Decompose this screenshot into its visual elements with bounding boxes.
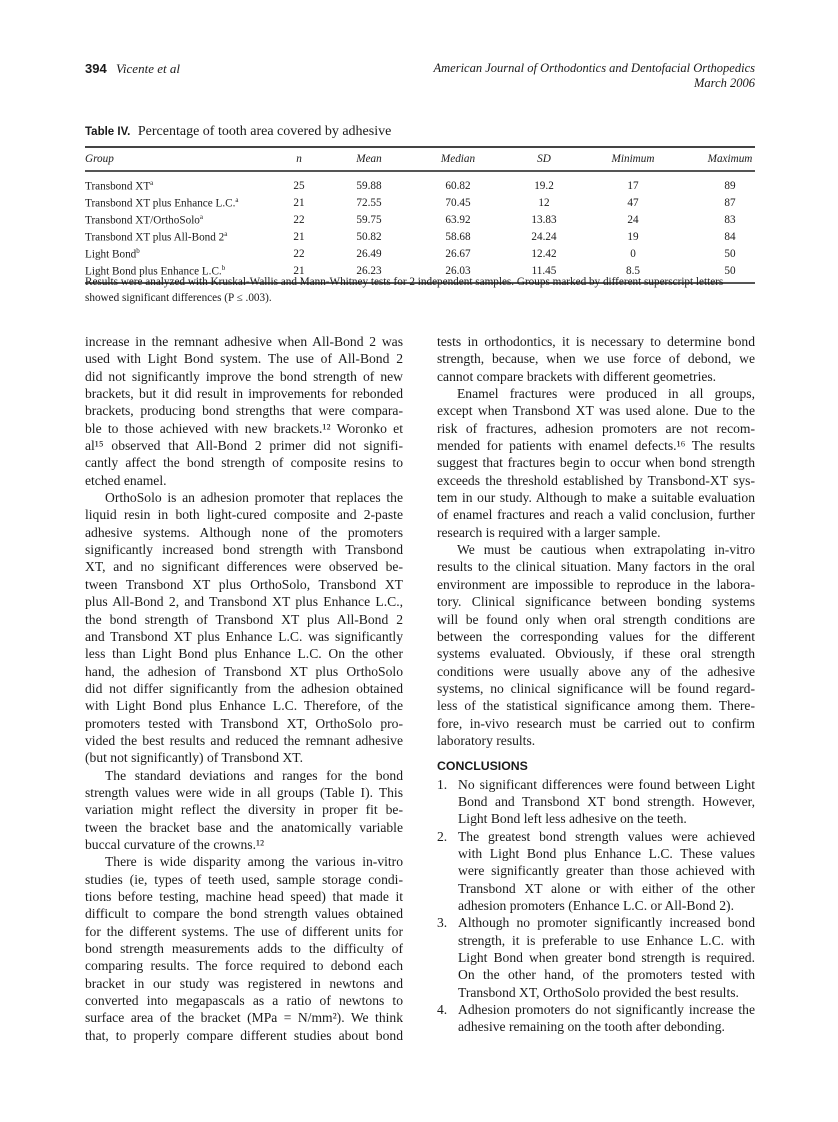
cell-median: 63.92 [445,213,471,226]
table-caption [85,124,391,140]
cell-max: 50 [724,264,736,277]
text-line: conditions were usually above any of the adhesive [437,663,755,679]
left-text-column [85,333,403,1044]
text-line: brackets, but it did result in improvements for rebonded [85,386,403,402]
text-line: were significantly greater than those achieved with [458,863,755,879]
cell-n: 21 [293,264,305,277]
text-line: strength, because, when we use force of debond, we [437,351,755,367]
text-line: (but not significantly) of Transbond XT. [85,750,303,766]
cell-n: 25 [293,179,305,192]
text-line: laboratory results. [437,732,536,748]
right-text-column [437,333,755,1036]
table-label: Table IV. [85,126,131,138]
text-line: liquid resin in both light-cured composite and 2-paste [85,507,403,523]
table-footnote: Results were analyzed with Kruskal-Wallis and Mann-Whitney tests for 2 independent samples. Groups marked by different superscript letters showed significant differences (P ≤ .003). [85,276,724,304]
authors: Vicente et al [115,61,180,76]
cell-mean: 59.75 [356,213,382,226]
journal-name: American Journal of Orthodontics and Dentofacial Orthopedics [433,61,755,75]
text-line: between the corresponding values for the different [437,628,755,644]
text-line: suggest that fractures begin to occur when bond strength [437,455,755,471]
cell-group [85,228,275,245]
text-line: of enamel fractures and reach a valid conclusion, further [437,507,755,523]
text-line: less than Light Bond plus Enhance L.C. On the other [85,646,403,662]
text-line: for the different systems. The use of different units for [85,923,403,939]
text-line: tween Transbond XT plus OrthoSolo, Transbond XT [85,576,403,592]
text-line: will be found only when oral strength conditions are [437,611,755,627]
cell-min: 0 [630,247,636,260]
text-line: Adhesion promoters do not significantly increase the [458,1002,755,1018]
col-header-maximum: Maximum [707,153,753,165]
cell-max: 83 [724,213,736,226]
cell-min: 17 [627,179,639,192]
col-header-minimum: Minimum [611,153,655,165]
text-line: with Light Bond plus Enhance L.C. These values [458,845,755,861]
text-line: Light Bond left less adhesive on the teeth. [458,811,687,827]
text-line: tem in our study. Although to make a suitable evaluation [437,490,755,506]
cell-group [85,194,275,211]
cell-min: 8.5 [626,264,640,277]
paragraph [437,385,755,541]
text-line: plus All-Bond 2, and Transbond XT plus Enhance L.C., [85,594,403,610]
cell-mean: 59.88 [356,179,382,192]
cell-n: 22 [293,213,305,226]
col-header-sd: SD [537,153,551,165]
item-number: 1. [437,776,448,792]
paragraph [437,333,755,385]
issue-date: March 2006 [694,76,755,90]
text-line: except when Transbond XT was used alone. Due to the [437,403,755,419]
text-line: increase in the remnant adhesive when All-Bond 2 was [85,334,403,349]
text-line: Transbond XT, OrthoSolo provided the best results. [458,984,739,1000]
text-line: cantly affect the bond strength of composite resins to [85,455,403,471]
data-table [85,146,755,284]
text-line: the bond strength of Transbond XT plus All-Bond 2 [85,611,403,627]
conclusion-item [437,828,755,915]
item-number: 4. [437,1002,448,1018]
text-line: No significant differences were found between Light [458,776,755,792]
col-header-n: n [296,153,302,165]
conclusion-item [437,776,755,828]
text-line: variation might reflect the diversity in proper fit be- [85,802,403,818]
text-line: adhesive systems. Although none of the promoters [85,524,403,540]
table-title: Percentage of tooth area covered by adhesive [137,124,392,139]
table-row [85,171,755,194]
text-line: risk of fractures, adhesion promoters are not recom- [437,420,755,436]
text-line: XT, and no significant differences were observed be- [85,559,403,575]
cell-min: 19 [627,230,639,243]
text-line: exceeds the threshold established by Transbond-XT sys- [437,472,755,488]
text-line: brackets, producing bond strengths that were compara- [85,403,403,419]
cell-min: 47 [627,196,639,209]
group-name: Light Bond [85,248,137,261]
cell-group [85,245,275,262]
text-line: mended for patients with enamel defects.¹⁶ The results [437,438,755,454]
paragraph [85,489,403,767]
group-superscript: a [224,229,228,238]
cell-sd: 13.83 [531,213,557,226]
text-line: results to the clinical situation. Many factors in the oral [437,559,755,575]
item-number: 2. [437,828,448,844]
col-header-mean: Mean [356,153,382,165]
cell-n: 22 [293,247,305,260]
conclusion-item [437,1001,755,1036]
text-line: ble to those achieved with new brackets.¹² Woronko et [85,420,403,436]
text-line: bond strength measurements adds to the difficulty of [85,941,403,957]
text-line: OrthoSolo is an adhesion promoter that replaces the [105,490,403,506]
text-line: less of the statistical significance among them. There- [437,698,755,714]
group-superscript: a [235,195,239,204]
text-line: tory. Clinical significance between bonding systems [437,594,755,610]
cell-sd: 11.45 [531,264,557,277]
text-line: tests in orthodontics, it is necessary to determine bond [437,334,755,349]
cell-n: 21 [293,230,305,243]
group-name: Transbond XT plus All-Bond 2 [85,231,225,244]
table-row [85,228,755,245]
cell-sd: 12 [538,196,550,209]
text-line: Light Bond when greater bond strength is required. [458,950,755,966]
text-line: strength, it is preferable to use Enhance L.C. with [458,932,755,948]
text-line: adhesive remaining on the tooth after debonding. [458,1019,725,1035]
text-line: fore, in-vivo research must be carried out to confirm [437,715,755,731]
cell-n: 21 [293,196,305,209]
table-row [85,211,755,228]
text-line: environment are impossible to reproduce in the labora- [437,576,755,592]
text-line: adhesion promoters (Enhance L.C. or All-Bond 2). [458,898,734,913]
group-superscript: b [221,263,226,272]
cell-mean: 26.23 [356,264,382,277]
text-line: difficult to compare the bond strength values obtained [85,906,403,922]
text-line: vided the best results and reduced the remnant adhesive [85,732,403,748]
text-line: used with Light Bond system. The use of All-Bond 2 [85,351,403,367]
text-line: al¹⁵ observed that All-Bond 2 primer did not signifi- [85,438,403,454]
text-line: The greatest bond strength values were achieved [458,828,755,844]
cell-sd: 19.2 [534,179,554,192]
text-line: Enamel fractures were produced in all groups, [457,386,755,402]
group-superscript: b [136,246,140,255]
cell-median: 26.03 [445,264,471,277]
text-line: systems evaluated. Obviously, if these oral strength [437,646,755,662]
text-line: converted into megapascals as a ratio of newtons to [85,993,403,1009]
paragraph [85,853,403,1044]
cell-max: 84 [724,230,736,243]
group-name: Transbond XT/OrthoSolo [85,214,200,227]
text-line: comparing results. The force required to debond each [85,958,403,974]
text-line: cannot compare brackets with different geometries. [437,368,717,384]
col-header-median: Median [440,153,476,165]
group-superscript: a [150,178,154,187]
cell-mean: 50.82 [356,230,382,243]
paragraph [437,541,755,749]
text-line: research is required with a larger sample. [437,524,661,540]
item-number: 3. [437,915,448,931]
text-line: studies (ie, types of teeth used, sample storage condi- [85,871,403,887]
text-line: and Transbond XT plus Enhance L.C. was significantly [85,628,403,644]
text-line: We must be cautious when extrapolating in-vitro [457,542,755,558]
cell-group [85,171,275,194]
text-line: tween the bracket base and the anatomically variable [85,819,403,835]
cell-max: 50 [724,247,736,260]
group-superscript: a [199,212,203,221]
table-header-row [85,147,755,171]
text-line: The standard deviations and ranges for the bond [105,767,403,783]
text-line: significantly increased bond strength with Transbond [85,542,403,558]
text-line: hand, the adhesion of Transbond XT plus OrthoSolo [85,663,403,679]
text-line: surface area of the bracket (MPa = N/mm²). We think [85,1010,403,1026]
cell-sd: 24.24 [531,230,557,243]
text-line: On the other hand, of the promoters tested with [458,967,755,983]
page-number: 394 [85,61,107,76]
cell-median: 60.82 [445,179,471,192]
text-line: Bond and Transbond XT bond strength. However, [458,793,755,809]
cell-max: 89 [724,179,736,192]
text-line: Transbond XT alone or with either of the other [458,880,755,896]
running-header-left [85,61,180,77]
cell-sd: 12.42 [531,247,557,260]
table-row [85,245,755,262]
cell-median: 70.45 [445,196,471,209]
cell-min: 24 [627,213,639,226]
text-line: There is wide disparity among the various in-vitro [105,854,403,870]
running-header-right [434,61,756,91]
group-name: Transbond XT plus Enhance L.C. [85,197,236,210]
text-line: etched enamel. [85,472,167,488]
conclusion-item [437,914,755,1001]
text-line: did not differ significantly from the adhesion obtained [85,680,403,696]
text-line: with Light Bond plus Enhance L.C. Therefore, of the [85,698,403,714]
text-line: did not significantly improve the bond strength of new [85,368,403,384]
text-line: strength values were wide in all groups (Table I). This [85,784,403,800]
col-header-group: Group [85,153,114,165]
text-line: buccal curvature of the crowns.¹² [85,836,265,852]
group-name: Transbond XT [85,180,151,193]
cell-mean: 72.55 [356,196,382,209]
text-line: tions before testing, machine head speed) that made it [85,889,403,904]
cell-mean: 26.49 [356,247,382,260]
paragraph [85,767,403,854]
text-line: bracket in our study was registered in newtons and [85,975,403,991]
text-line: that, to properly compare different studies about bond [85,1027,403,1043]
conclusions-heading: CONCLUSIONS [437,759,528,774]
text-line: promoters tested with Transbond XT, OrthoSolo pro- [85,715,403,731]
text-line: systems, no clinical significance will be found regard- [437,680,755,696]
cell-max: 87 [724,196,736,209]
cell-median: 26.67 [445,247,471,260]
cell-group [85,211,275,228]
text-line: Although no promoter significantly increased bond [458,915,755,931]
group-name: Light Bond plus Enhance L.C. [85,265,222,278]
paragraph [85,333,403,489]
cell-median: 58.68 [445,230,471,243]
table-row [85,194,755,211]
